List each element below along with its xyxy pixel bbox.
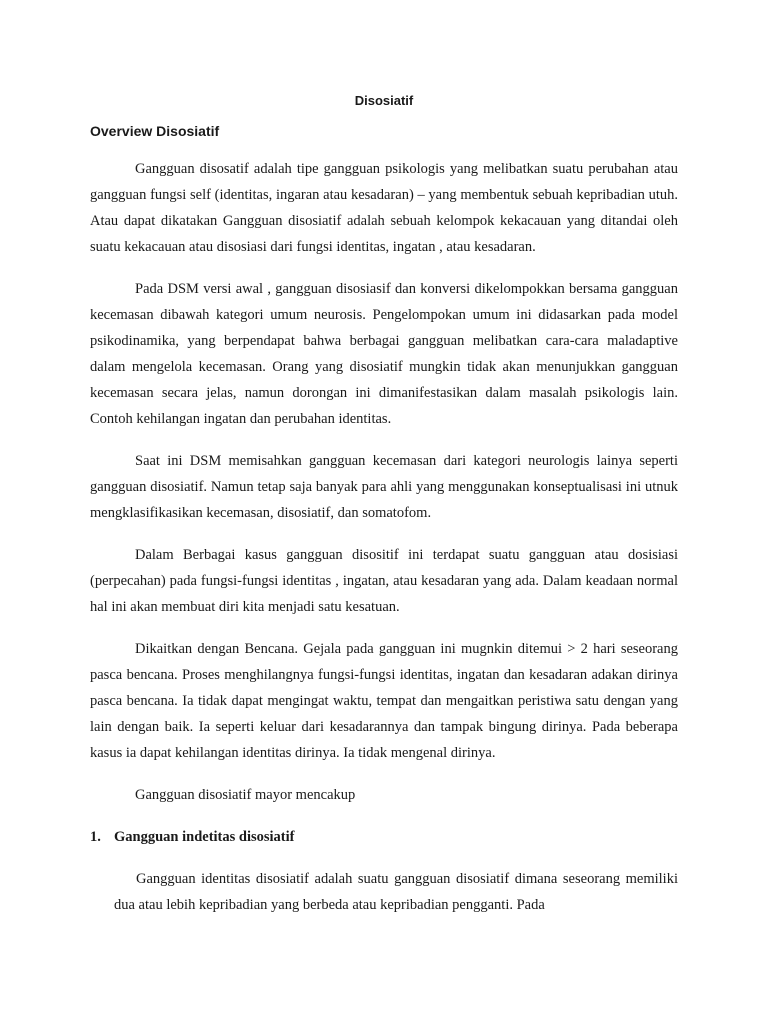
intro-line: Gangguan disosiatif mayor mencakup — [135, 787, 356, 803]
paragraph: Saat ini DSM memisahkan gangguan kecemasan dari kategori neurologis lainya seperti gangguan disosiatif. Namun tetap saja banyak para ahli yang menggunakan konseptualisasi ini utnuk mengklasifikasikan kecemasan, disosiatif, dan somatofom. — [90, 453, 678, 521]
list-item-paragraph: Gangguan identitas disosiatif adalah suatu gangguan disosiatif dimana seseorang memiliki dua atau lebih kepribadian yang berbeda atau kepribadian pengganti. Pada — [114, 871, 678, 913]
paragraph: Dalam Berbagai kasus gangguan disositif ini terdapat suatu gangguan atau dosisiasi (perpecahan) pada fungsi-fungsi identitas , ingatan, atau kesadaran yang ada. Dalam keadaan normal hal ini akan membuat diri kita menjadi satu kesatuan. — [90, 547, 678, 615]
document-title: Disosiatif — [354, 93, 414, 108]
list-item-heading — [90, 824, 678, 850]
list-heading-text: Gangguan indetitas disosiatif — [114, 829, 295, 845]
list-number: 1. — [90, 829, 101, 845]
document-page — [90, 0, 678, 1024]
paragraph: Dikaitkan dengan Bencana. Gejala pada gangguan ini mugnkin ditemui > 2 hari seseorang pasca bencana. Proses menghilangnya fungsi-fungsi identitas, ingatan dan kesadaran adakan dirinya pasca bencana. Ia tidak dapat mengingat waktu, tempat dan mengaitkan peristiwa satu dengan yang lain dengan baik. Ia seperti keluar dari kesadarannya dan tampak bingung dirinya. Pada beberapa kasus ia dapat kehilangan identitas dirinya. Ia tidak mengenal dirinya. — [90, 641, 678, 761]
paragraph: Pada DSM versi awal , gangguan disosiasif dan konversi dikelompokkan bersama gangguan kecemasan dibawah kategori umum neurosis. Pengelompokan umum ini didasarkan pada model psikodinamika, yang berpendapat bahwa berbagai gangguan melibatkan cara-cara maladaptive dalam mengelola kecemasan. Orang yang disosiatif mungkin tidak akan menunjukkan gangguan kecemasan secara jelas, namun dorongan ini dimanifestasikan dalam masalah psikologis lain. Contoh kehilangan ingatan dan perubahan identitas. — [90, 281, 678, 427]
overview-heading: Overview Disosiatif — [90, 123, 220, 139]
paragraph: Gangguan disosatif adalah tipe gangguan psikologis yang melibatkan suatu perubahan atau gangguan fungsi self (identitas, ingaran atau kesadaran) – yang membentuk sebuah kepribadian utuh. Atau dapat dikatakan Gangguan disosiatif adalah sebuah kelompok kekacauan yang ditandai oleh suatu kekacauan atau disosiasi dari fungsi identitas, ingatan , atau kesadaran. — [90, 161, 678, 255]
document-body — [90, 156, 678, 934]
